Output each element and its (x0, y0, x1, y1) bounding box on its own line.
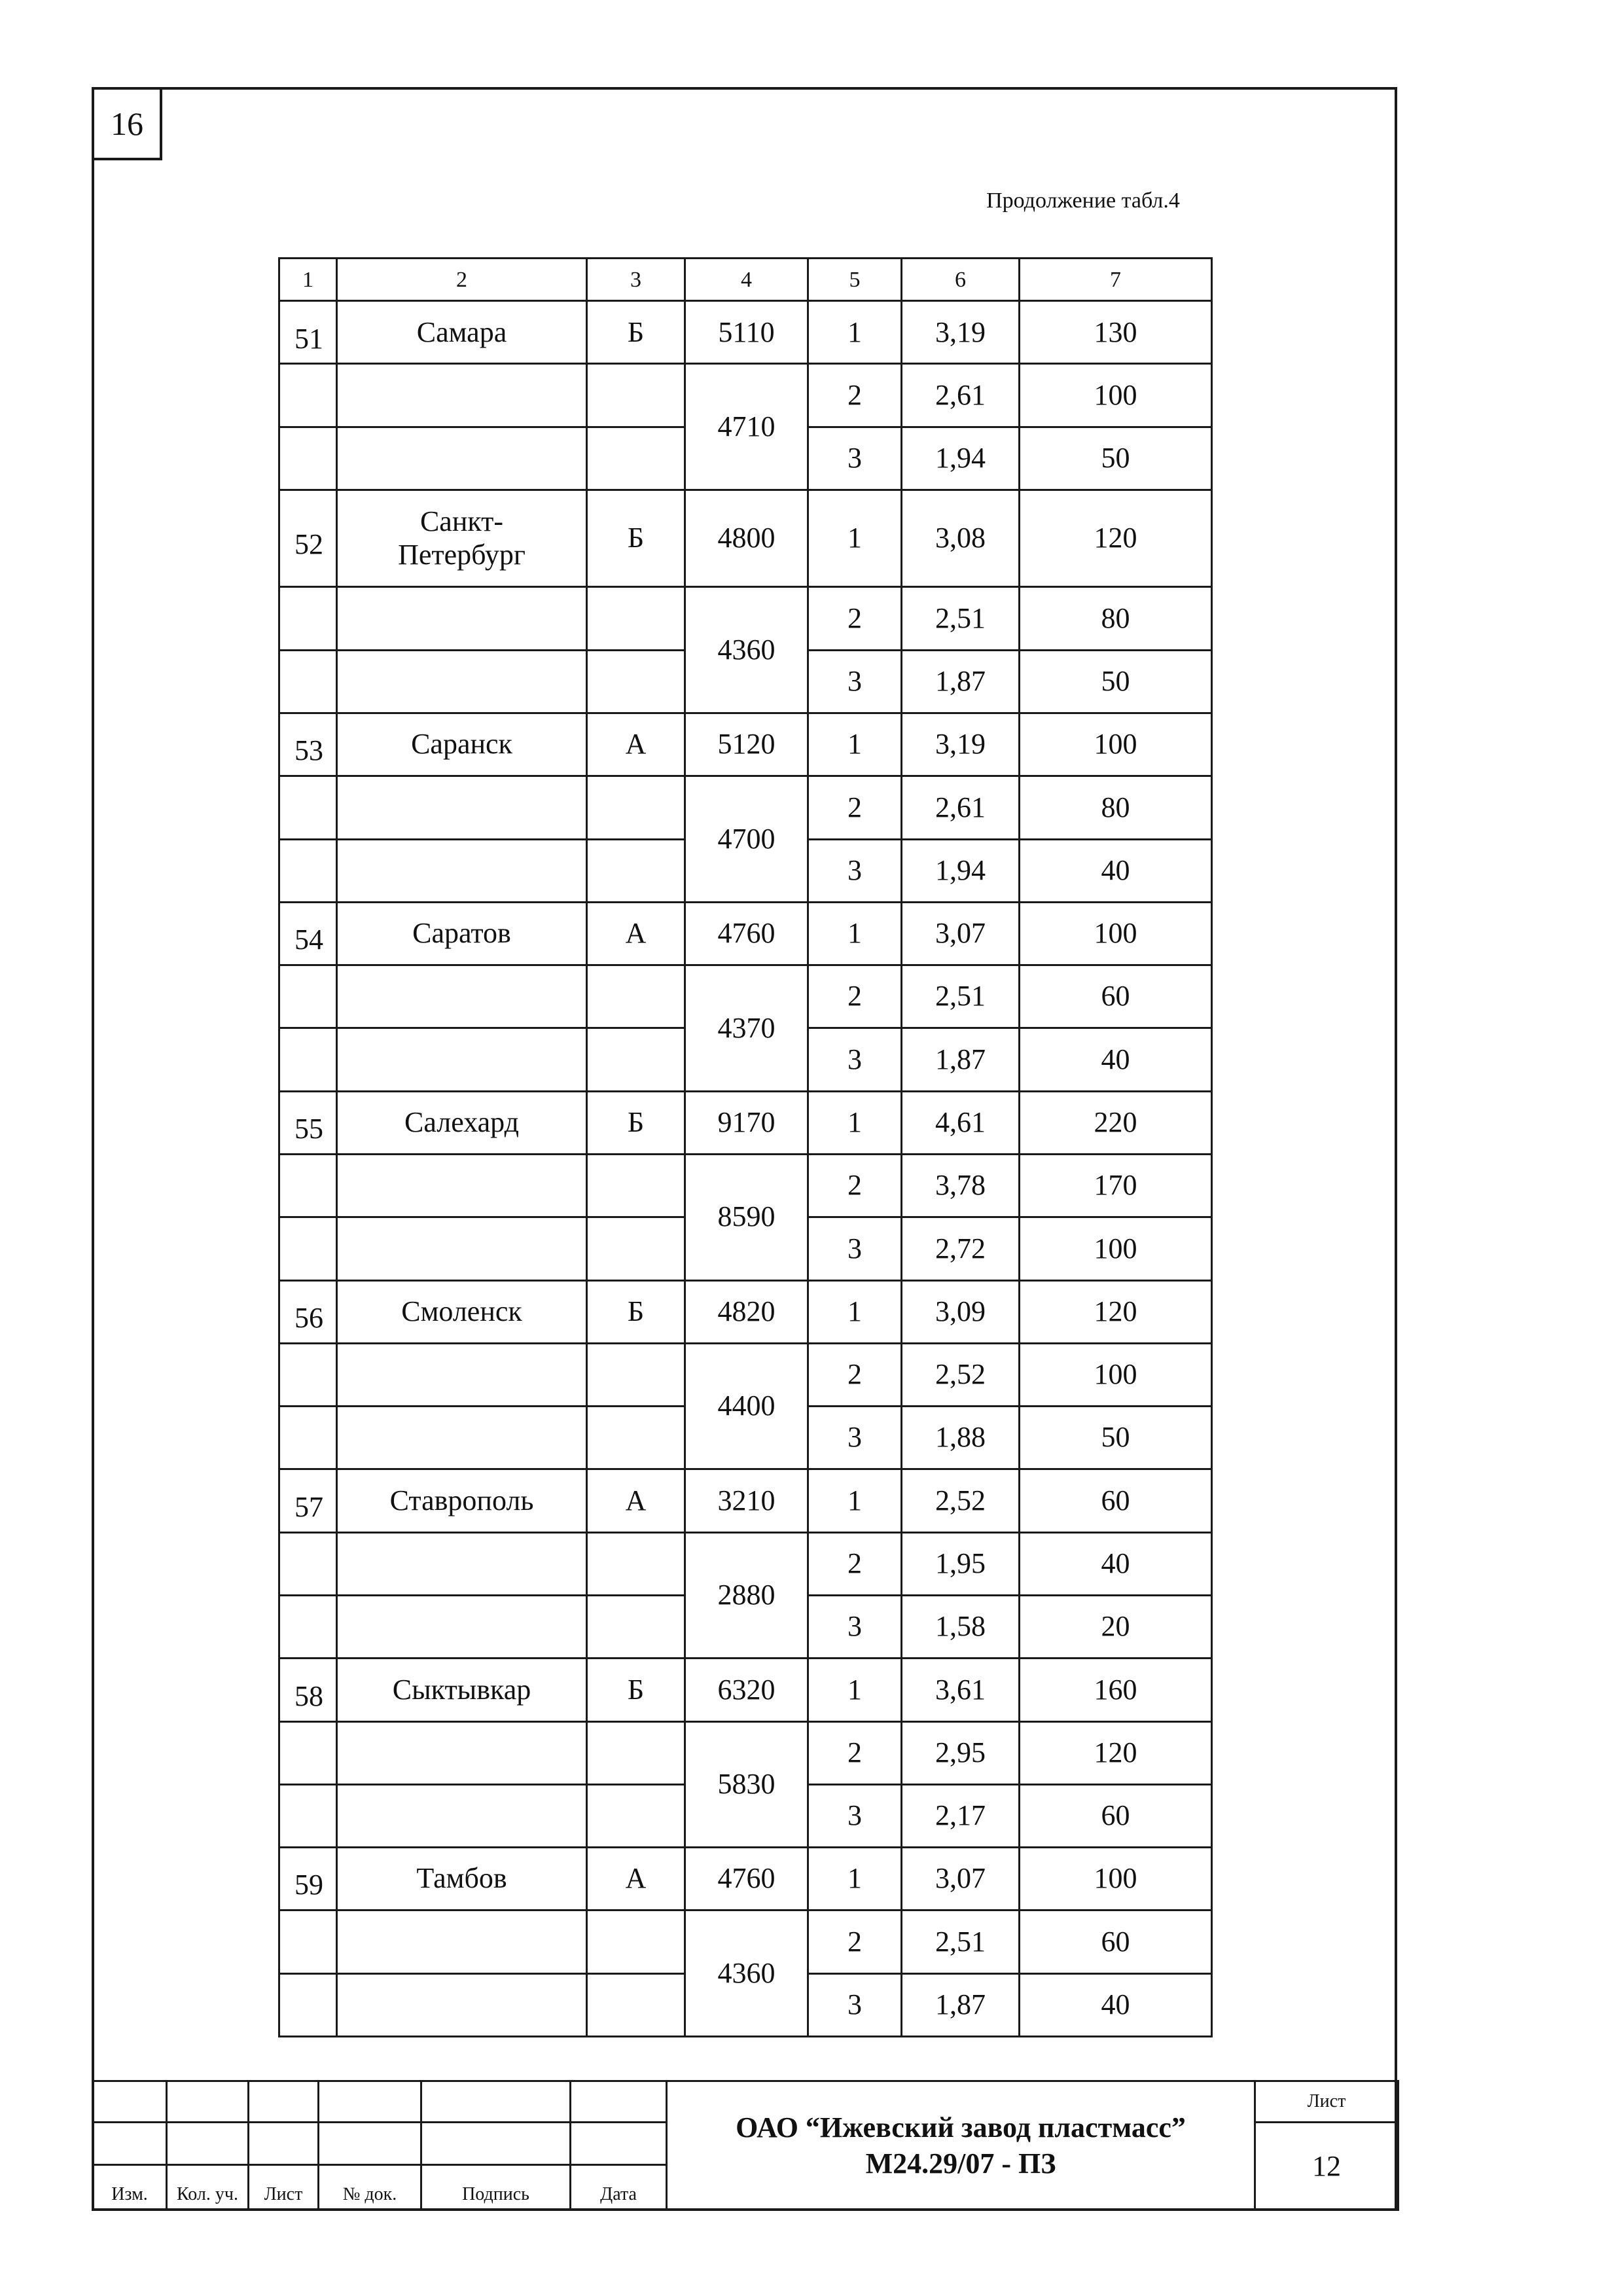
value-cell: 3210 (685, 1469, 808, 1532)
caption-sheet: Лист (249, 2164, 319, 2210)
empty-cell (279, 839, 337, 902)
coefficient-cell: 3,61 (902, 1659, 1020, 1721)
empty-cell (337, 1407, 587, 1469)
value-cell: 5110 (685, 301, 808, 364)
zone-cell: 1 (808, 902, 902, 965)
empty-cell (279, 1595, 337, 1658)
amount-cell: 100 (1020, 1343, 1212, 1406)
caption-date: Дата (571, 2164, 667, 2210)
empty-cell (279, 1343, 337, 1406)
table-row (279, 713, 1212, 776)
amount-cell: 60 (1020, 965, 1212, 1028)
city-cell: Санкт- Петербург (337, 490, 587, 587)
zone-cell: 1 (808, 301, 902, 364)
city-cell: Саратов (337, 902, 587, 965)
city-cell: Саранск (337, 713, 587, 776)
zone-cell: 1 (808, 1848, 902, 1910)
value-cell: 4760 (685, 1848, 808, 1910)
organization-name: ОАО “Ижевский завод пластмасс” (736, 2111, 1186, 2144)
empty-cell (279, 1910, 337, 1973)
category-cell: А (587, 1469, 685, 1532)
city-cell: Ставрополь (337, 1469, 587, 1532)
value-cell: 9170 (685, 1091, 808, 1154)
empty-cell (279, 650, 337, 713)
empty-cell (279, 1721, 337, 1784)
coefficient-cell: 3,78 (902, 1154, 1020, 1217)
caption-change: Изм. (93, 2164, 167, 2210)
coefficient-cell: 1,94 (902, 839, 1020, 902)
city-cell: Сыктывкар (337, 1659, 587, 1721)
empty-cell (587, 1595, 685, 1658)
table-row (279, 364, 1212, 427)
empty-cell (337, 965, 587, 1028)
table-row (279, 1659, 1212, 1721)
value-cell-merged: 5830 (685, 1721, 808, 1848)
zone-cell: 1 (808, 1469, 902, 1532)
coefficient-cell: 2,72 (902, 1217, 1020, 1280)
row-number-cell: 57 (279, 1469, 337, 1532)
coefficient-cell: 1,95 (902, 1532, 1020, 1595)
coefficient-cell: 3,07 (902, 1848, 1020, 1910)
table-row (279, 965, 1212, 1028)
coefficient-cell: 2,61 (902, 364, 1020, 427)
empty-cell (337, 1154, 587, 1217)
header-cell: 3 (587, 259, 685, 301)
amount-cell: 80 (1020, 587, 1212, 650)
row-number-cell: 56 (279, 1280, 337, 1343)
amount-cell: 60 (1020, 1910, 1212, 1973)
table-row (279, 776, 1212, 839)
caption-doc-number: № док. (319, 2164, 421, 2210)
zone-cell: 3 (808, 650, 902, 713)
empty-cell (337, 1784, 587, 1847)
zone-cell: 3 (808, 1595, 902, 1658)
table-row (279, 1343, 1212, 1406)
table-row (279, 1280, 1212, 1343)
sheet-number: 12 (1255, 2122, 1399, 2210)
value-cell-merged: 4360 (685, 1910, 808, 2037)
empty-cell (337, 427, 587, 490)
category-cell: Б (587, 1091, 685, 1154)
coefficient-cell: 1,94 (902, 427, 1020, 490)
table-row (279, 1848, 1212, 1910)
coefficient-cell: 2,95 (902, 1721, 1020, 1784)
amount-cell: 120 (1020, 1280, 1212, 1343)
empty-cell (337, 1910, 587, 1973)
empty-cell (337, 839, 587, 902)
coefficient-cell: 2,61 (902, 776, 1020, 839)
value-cell-merged: 4710 (685, 364, 808, 490)
empty-cell (337, 650, 587, 713)
city-cell: Тамбов (337, 1848, 587, 1910)
value-cell-merged: 2880 (685, 1532, 808, 1659)
coefficient-cell: 1,87 (902, 1028, 1020, 1091)
coefficient-cell: 2,17 (902, 1784, 1020, 1847)
table-row (279, 1532, 1212, 1595)
empty-cell (587, 776, 685, 839)
zone-cell: 2 (808, 1910, 902, 1973)
table-row (279, 1721, 1212, 1784)
zone-cell: 2 (808, 965, 902, 1028)
value-cell: 4820 (685, 1280, 808, 1343)
empty-cell (337, 1595, 587, 1658)
coefficient-cell: 2,51 (902, 587, 1020, 650)
coefficient-cell: 2,52 (902, 1343, 1020, 1406)
amount-cell: 130 (1020, 301, 1212, 364)
amount-cell: 100 (1020, 713, 1212, 776)
zone-cell: 3 (808, 1407, 902, 1469)
table-row (279, 490, 1212, 587)
coefficient-cell: 3,08 (902, 490, 1020, 587)
category-cell: А (587, 902, 685, 965)
coefficient-cell: 3,19 (902, 713, 1020, 776)
table-row (279, 1469, 1212, 1532)
empty-cell (587, 1784, 685, 1847)
header-row (279, 259, 1212, 301)
empty-cell (587, 1028, 685, 1091)
zone-cell: 2 (808, 1532, 902, 1595)
data-table (278, 257, 1213, 2037)
zone-cell: 3 (808, 1973, 902, 2036)
zone-cell: 3 (808, 1784, 902, 1847)
category-cell: А (587, 1848, 685, 1910)
row-number-cell: 53 (279, 713, 337, 776)
amount-cell: 60 (1020, 1469, 1212, 1532)
empty-cell (337, 587, 587, 650)
zone-cell: 1 (808, 1091, 902, 1154)
zone-cell: 3 (808, 1217, 902, 1280)
zone-cell: 2 (808, 364, 902, 427)
empty-cell (279, 1217, 337, 1280)
table-row (279, 301, 1212, 364)
header-cell: 4 (685, 259, 808, 301)
empty-cell (587, 1910, 685, 1973)
amount-cell: 40 (1020, 1532, 1212, 1595)
value-cell-merged: 4370 (685, 965, 808, 1092)
coefficient-cell: 1,87 (902, 1973, 1020, 2036)
empty-cell (587, 364, 685, 427)
empty-cell (279, 1028, 337, 1091)
empty-cell (279, 1784, 337, 1847)
amount-cell: 40 (1020, 1028, 1212, 1091)
coefficient-cell: 1,87 (902, 650, 1020, 713)
header-cell: 7 (1020, 259, 1212, 301)
zone-cell: 2 (808, 587, 902, 650)
empty-cell (279, 1407, 337, 1469)
empty-cell (587, 1721, 685, 1784)
title-block (92, 2080, 1399, 2211)
zone-cell: 1 (808, 1659, 902, 1721)
amount-cell: 170 (1020, 1154, 1212, 1217)
value-cell-merged: 8590 (685, 1154, 808, 1280)
zone-cell: 2 (808, 1343, 902, 1406)
zone-cell: 2 (808, 776, 902, 839)
value-cell: 4760 (685, 902, 808, 965)
title-block-organization (667, 2081, 1255, 2210)
empty-cell (337, 1343, 587, 1406)
table-row (279, 1091, 1212, 1154)
amount-cell: 50 (1020, 1407, 1212, 1469)
amount-cell: 100 (1020, 1848, 1212, 1910)
empty-cell (279, 965, 337, 1028)
empty-cell (587, 587, 685, 650)
header-cell: 1 (279, 259, 337, 301)
empty-cell (337, 364, 587, 427)
amount-cell: 220 (1020, 1091, 1212, 1154)
value-cell-merged: 4360 (685, 587, 808, 713)
row-number-cell: 52 (279, 490, 337, 587)
coefficient-cell: 1,58 (902, 1595, 1020, 1658)
row-number-cell: 59 (279, 1848, 337, 1910)
empty-cell (587, 1217, 685, 1280)
zone-cell: 1 (808, 713, 902, 776)
empty-cell (279, 1973, 337, 2036)
empty-cell (587, 650, 685, 713)
table-row (279, 902, 1212, 965)
empty-cell (587, 1154, 685, 1217)
coefficient-cell: 3,09 (902, 1280, 1020, 1343)
empty-cell (587, 1407, 685, 1469)
row-number-cell: 55 (279, 1091, 337, 1154)
amount-cell: 20 (1020, 1595, 1212, 1658)
empty-cell (279, 364, 337, 427)
category-cell: Б (587, 490, 685, 587)
caption-signature: Подпись (421, 2164, 571, 2210)
empty-cell (587, 1973, 685, 2036)
caption-count: Кол. уч. (167, 2164, 249, 2210)
table-row (279, 1154, 1212, 1217)
category-cell: Б (587, 1659, 685, 1721)
data-table-body (279, 259, 1212, 2037)
coefficient-cell: 4,61 (902, 1091, 1020, 1154)
empty-cell (337, 776, 587, 839)
amount-cell: 160 (1020, 1659, 1212, 1721)
zone-cell: 3 (808, 1028, 902, 1091)
header-cell: 2 (337, 259, 587, 301)
category-cell: Б (587, 1280, 685, 1343)
category-cell: Б (587, 301, 685, 364)
empty-cell (279, 587, 337, 650)
empty-cell (337, 1721, 587, 1784)
value-cell-merged: 4400 (685, 1343, 808, 1469)
amount-cell: 40 (1020, 839, 1212, 902)
category-cell: А (587, 713, 685, 776)
empty-cell (587, 427, 685, 490)
table-row (279, 1910, 1212, 1973)
page-number: 16 (92, 87, 162, 160)
coefficient-cell: 2,52 (902, 1469, 1020, 1532)
value-cell-merged: 4700 (685, 776, 808, 903)
coefficient-cell: 2,51 (902, 1910, 1020, 1973)
value-cell: 4800 (685, 490, 808, 587)
header-cell: 5 (808, 259, 902, 301)
coefficient-cell: 3,07 (902, 902, 1020, 965)
coefficient-cell: 1,88 (902, 1407, 1020, 1469)
row-number-cell: 51 (279, 301, 337, 364)
header-cell: 6 (902, 259, 1020, 301)
city-cell: Салехард (337, 1091, 587, 1154)
amount-cell: 60 (1020, 1784, 1212, 1847)
empty-cell (279, 776, 337, 839)
zone-cell: 2 (808, 1721, 902, 1784)
empty-cell (337, 1973, 587, 2036)
empty-cell (279, 427, 337, 490)
amount-cell: 80 (1020, 776, 1212, 839)
amount-cell: 50 (1020, 427, 1212, 490)
row-number-cell: 54 (279, 902, 337, 965)
zone-cell: 3 (808, 839, 902, 902)
value-cell: 6320 (685, 1659, 808, 1721)
city-cell: Самара (337, 301, 587, 364)
empty-cell (337, 1217, 587, 1280)
sheet-label: Лист (1255, 2081, 1399, 2123)
zone-cell: 3 (808, 427, 902, 490)
row-number-cell: 58 (279, 1659, 337, 1721)
amount-cell: 40 (1020, 1973, 1212, 2036)
value-cell: 5120 (685, 713, 808, 776)
table-row (279, 587, 1212, 650)
coefficient-cell: 2,51 (902, 965, 1020, 1028)
table-continuation-caption: Продолжение табл.4 (986, 188, 1180, 213)
empty-cell (337, 1028, 587, 1091)
empty-cell (587, 965, 685, 1028)
zone-cell: 2 (808, 1154, 902, 1217)
empty-cell (337, 1532, 587, 1595)
amount-cell: 120 (1020, 1721, 1212, 1784)
coefficient-cell: 3,19 (902, 301, 1020, 364)
zone-cell: 1 (808, 490, 902, 587)
amount-cell: 100 (1020, 364, 1212, 427)
empty-cell (279, 1532, 337, 1595)
city-cell: Смоленск (337, 1280, 587, 1343)
empty-cell (587, 1343, 685, 1406)
document-code: М24.29/07 - ПЗ (865, 2147, 1056, 2179)
empty-cell (587, 1532, 685, 1595)
empty-cell (279, 1154, 337, 1217)
amount-cell: 100 (1020, 902, 1212, 965)
amount-cell: 120 (1020, 490, 1212, 587)
empty-cell (587, 839, 685, 902)
amount-cell: 50 (1020, 650, 1212, 713)
amount-cell: 100 (1020, 1217, 1212, 1280)
zone-cell: 1 (808, 1280, 902, 1343)
